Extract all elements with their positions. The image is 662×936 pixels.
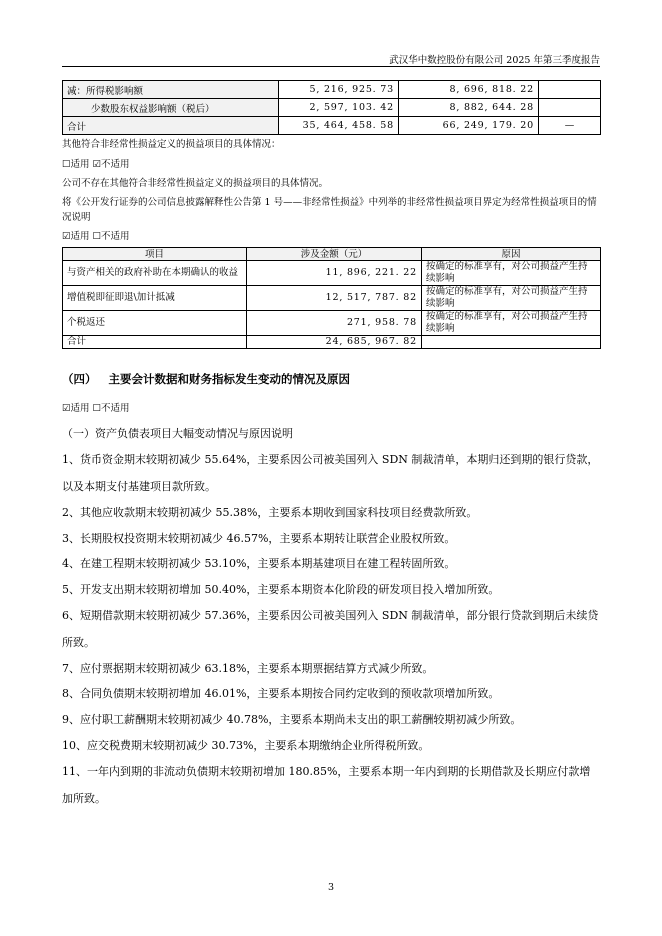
section-title: 主要会计数据和财务指标发生变动的情况及原因	[108, 372, 350, 386]
subsection-heading: （一）资产负债表项目大幅变动情况与原因说明	[62, 427, 293, 440]
change-item: 4、在建工程期末较期初减少 53.10%，主要系本期基建项目在建工程转固所致。	[62, 557, 456, 570]
amount-cell: 12, 517, 787. 82	[247, 286, 422, 311]
note-cell	[539, 99, 601, 117]
note-cell: —	[539, 117, 601, 135]
table-header-row	[63, 248, 601, 261]
item-cell: 增值税即征即退\加计抵减	[63, 286, 247, 311]
no-other-items-statement: 公司不存在其他符合非经常性损益定义的损益项目的具体情况。	[62, 178, 329, 189]
amount-cell: 11, 896, 221. 22	[247, 261, 422, 286]
current-period-value: 35, 464, 458. 58	[279, 117, 399, 135]
reason-cell: 按确定的标准享有，对公司损益产生持续影响	[422, 261, 601, 286]
defined-items-intro: 将《公开发行证券的公司信息披露解释性公告第 1 号——非经常性损益》中列举的非经常性损益项目界定为经常性损益项目的情况说明	[62, 197, 597, 223]
nonrecurring-summary-table	[62, 80, 601, 135]
change-item: 6、短期借款期末较期初减少 57.36%，主要系因公司被美国列入 SDN 制裁清单，部分银行贷款到期后未续贷所致。	[62, 609, 599, 649]
table-row	[63, 117, 601, 135]
section-heading	[62, 371, 350, 387]
table-row	[63, 99, 601, 117]
table-row	[63, 81, 601, 99]
reason-cell: 按确定的标准享有，对公司损益产生持续影响	[422, 311, 601, 336]
change-item: 2、其他应收款期末较期初减少 55.38%，主要系本期收到国家科技项目经费款所致。	[62, 506, 478, 519]
ytd-value: 66, 249, 179. 20	[399, 117, 539, 135]
table-row	[63, 286, 601, 311]
header-divider	[62, 66, 600, 67]
other-items-intro: 其他符合非经常性损益定义的损益项目的具体情况：	[62, 139, 281, 150]
change-item: 1、货币资金期末较期初减少 55.64%，主要系因公司被美国列入 SDN 制裁清单，本期归还到期的银行贷款，以及本期支付基建项目款所致。	[62, 453, 599, 493]
table-row	[63, 336, 601, 349]
row-label: 合计	[63, 117, 279, 135]
applicability-choice: ☑适用 ☐不适用	[62, 403, 130, 414]
reason-cell: 按确定的标准享有，对公司损益产生持续影响	[422, 286, 601, 311]
item-cell: 合计	[63, 336, 247, 349]
page-number: 3	[327, 882, 335, 893]
current-period-value: 2, 597, 103. 42	[279, 99, 399, 117]
change-item: 9、应付职工薪酬期末较期初减少 40.78%，主要系本期尚未支出的职工薪酬较期初减少所致。	[62, 713, 522, 726]
current-period-value: 5, 216, 925. 73	[279, 81, 399, 99]
column-header-amount: 涉及金额（元）	[247, 248, 422, 261]
ytd-value: 8, 882, 644. 28	[399, 99, 539, 117]
row-label: 减：所得税影响额	[63, 81, 279, 99]
recurring-items-table	[62, 247, 601, 349]
change-item: 8、合同负债期末较期初增加 46.01%，主要系本期按合同约定收到的预收款项增加所致。	[62, 687, 500, 700]
item-cell: 与资产相关的政府补助在本期确认的收益	[63, 261, 247, 286]
row-label: 少数股东权益影响额（税后）	[63, 99, 279, 117]
report-header-title: 武汉华中数控股份有限公司 2025 年第三季度报告	[389, 55, 600, 66]
column-header-item: 项目	[63, 248, 247, 261]
change-item: 7、应付票据期末较期初减少 63.18%，主要系本期票据结算方式减少所致。	[62, 662, 434, 675]
column-header-reason: 原因	[422, 248, 601, 261]
item-cell: 个税返还	[63, 311, 247, 336]
note-cell	[539, 81, 601, 99]
applicability-choice: ☑适用 ☐不适用	[62, 231, 130, 242]
change-item: 5、开发支出期末较期初增加 50.40%，主要系本期资本化阶段的研发项目投入增加所致。	[62, 583, 500, 596]
reason-cell	[422, 336, 601, 349]
amount-cell: 271, 958. 78	[247, 311, 422, 336]
amount-cell: 24, 685, 967. 82	[247, 336, 422, 349]
table-row	[63, 311, 601, 336]
change-item: 11、一年内到期的非流动负债期末较期初增加 180.85%，主要系本期一年内到期的长期借款及长期应付款增加所致。	[62, 765, 591, 805]
ytd-value: 8, 696, 818. 22	[399, 81, 539, 99]
change-item: 3、长期股权投资期末较期初减少 46.57%，主要系本期转让联营企业股权所致。	[62, 532, 456, 545]
section-number: （四）	[62, 372, 97, 386]
table-row	[63, 261, 601, 286]
change-item: 10、应交税费期末较期初减少 30.73%，主要系本期缴纳企业所得税所致。	[62, 739, 430, 752]
applicability-choice: ☐适用 ☑不适用	[62, 159, 130, 170]
